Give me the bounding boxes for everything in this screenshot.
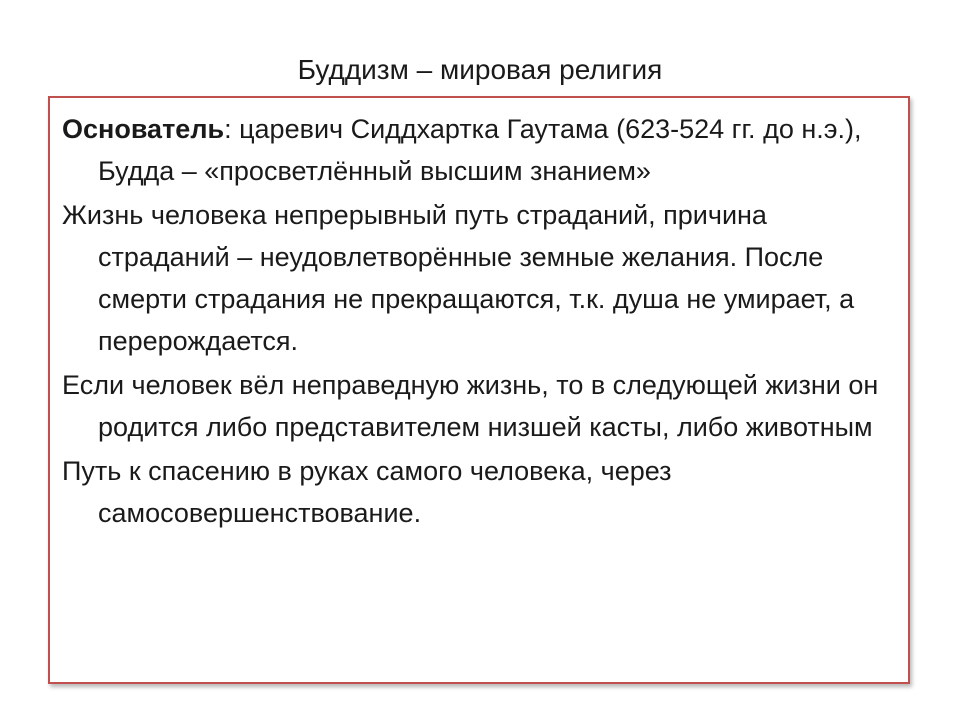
content-box — [48, 96, 910, 684]
slide-title: Буддизм – мировая религия — [297, 54, 663, 85]
paragraph-list — [62, 108, 902, 536]
founder-paragraph — [62, 108, 902, 192]
founder-text: : царевич Сиддхартка Гаутама (623-524 гг. до н.э.), Будда – «просветлённый высшим знанием» — [98, 114, 862, 186]
rebirth-paragraph: Если человек вёл неправедную жизнь, то в следующей жизни он родится либо представителем низшей касты, либо животным — [62, 370, 879, 442]
salvation-paragraph: Путь к спасению в руках самого человека, через самосовершенствование. — [62, 456, 672, 528]
founder-label: Основатель — [62, 114, 225, 144]
life-suffering-paragraph: Жизнь человека непрерывный путь страданий, причина страданий – неудовлетворённые земные желания. После смерти страдания не прекращаются, т.к. душа не умирает, а перерождается. — [62, 200, 855, 356]
